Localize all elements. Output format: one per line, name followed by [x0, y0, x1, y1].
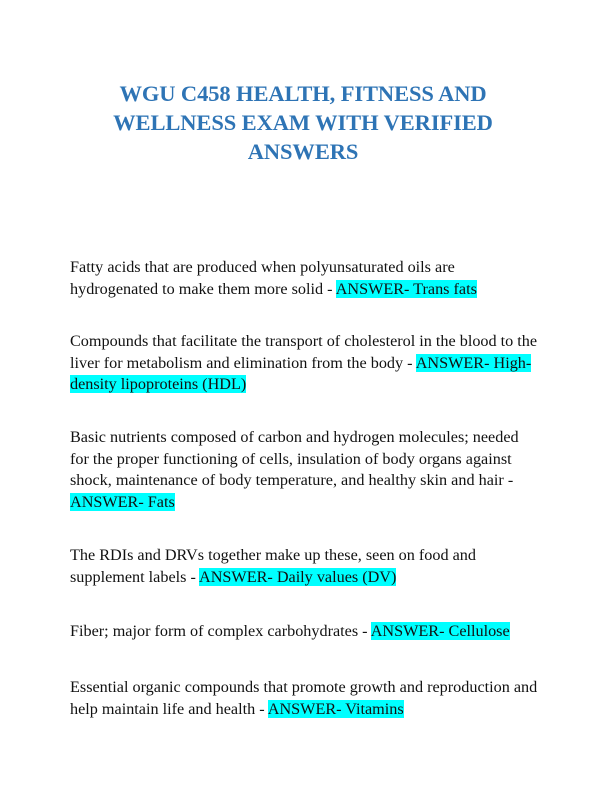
question-text: Fatty acids that are produced when polyunsaturated oils are hydrogenated to make them more solid - — [70, 258, 455, 298]
qa-item — [70, 427, 540, 513]
answer-highlight: ANSWER- Vitamins — [267, 699, 404, 718]
document-title: WGU C458 HEALTH, FITNESS AND WELLNESS EXAM WITH VERIFIED ANSWERS — [113, 81, 493, 164]
question-text: Basic nutrients composed of carbon and hydrogen molecules; needed for the proper functioning of cells, insulation of body organs against shock, maintenance of body temperature, and healthy skin and hair - — [70, 428, 519, 489]
qa-item — [70, 677, 540, 720]
question-text: Fiber; major form of complex carbohydrates - — [70, 622, 371, 640]
question-text: The RDIs and DRVs together make up these, seen on food and supplement labels - — [70, 546, 476, 586]
answer-highlight: ANSWER- Cellulose — [370, 622, 510, 640]
answer-highlight: ANSWER- Fats — [70, 492, 175, 511]
qa-item — [70, 331, 540, 396]
answer-highlight: ANSWER- Daily values (DV) — [199, 567, 397, 586]
answer-highlight: ANSWER- High-density lipoproteins (HDL) — [70, 353, 532, 393]
qa-item — [70, 621, 540, 643]
question-text: Essential organic compounds that promote growth and reproduction and help maintain life and health - — [70, 678, 538, 718]
qa-item — [70, 545, 540, 588]
qa-item — [70, 257, 540, 300]
answer-highlight: ANSWER- Trans fats — [335, 279, 477, 298]
question-text: Compounds that facilitate the transport of cholesterol in the blood to the liver for metabolism and elimination from the body - — [70, 332, 538, 372]
